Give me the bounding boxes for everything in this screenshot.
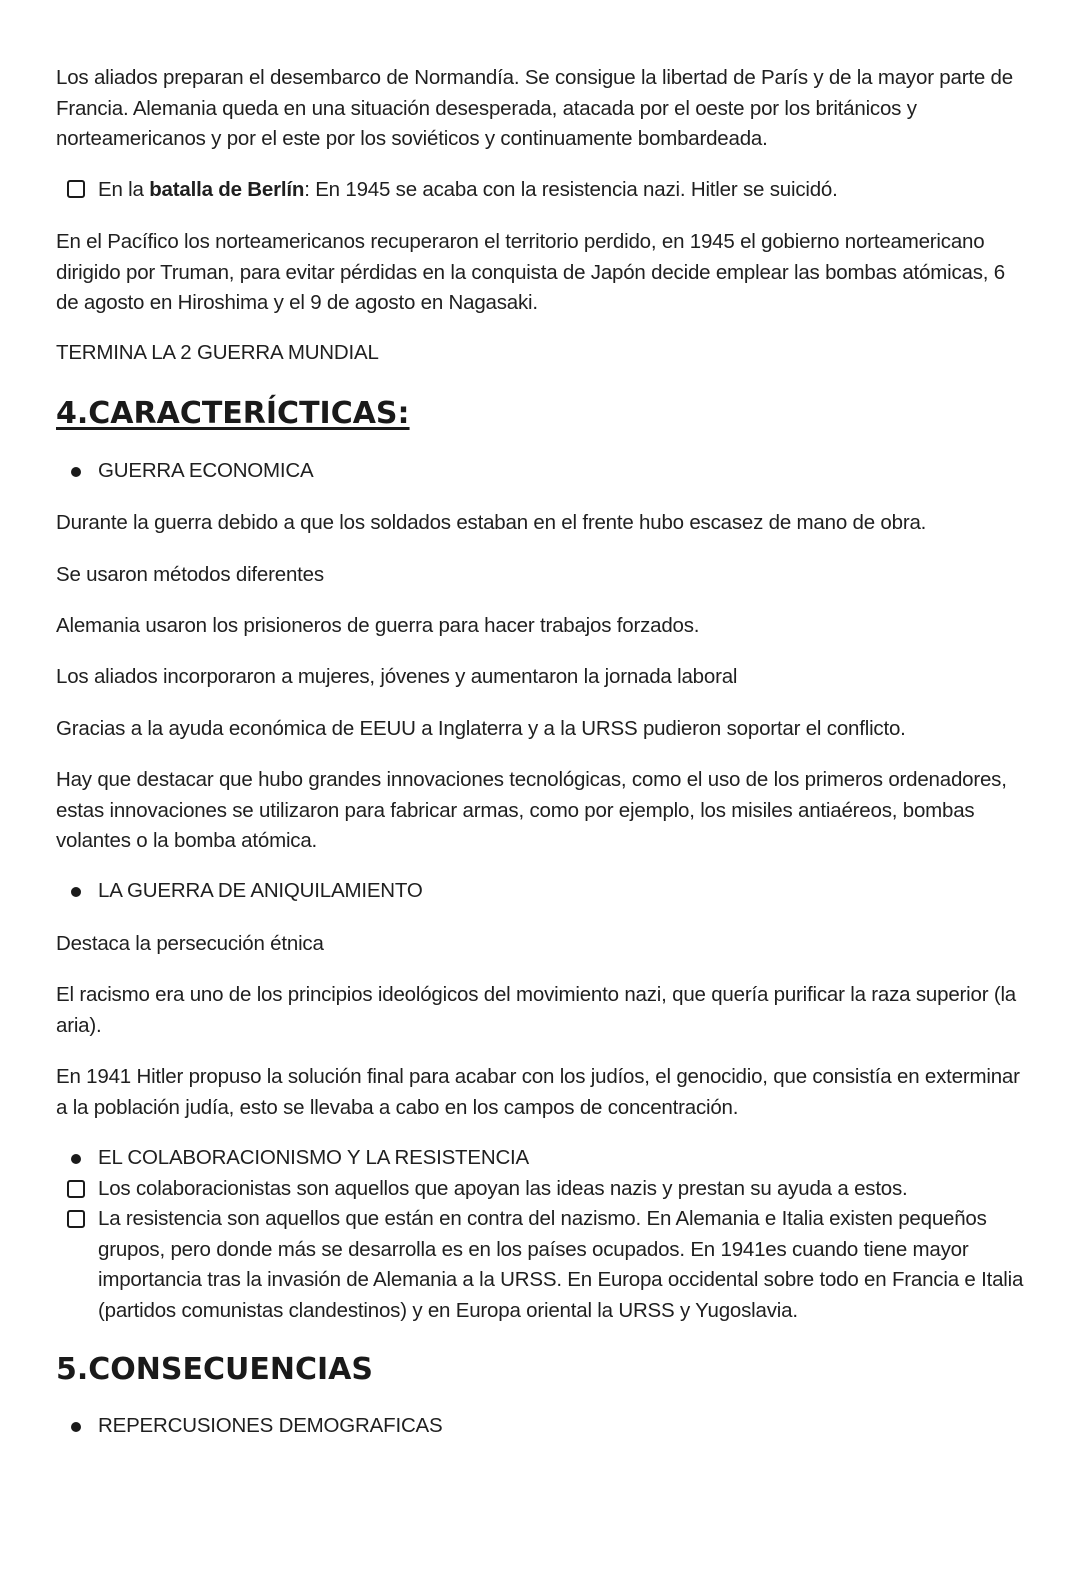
bullet-icon: [71, 1154, 81, 1164]
list-item-colaboracionistas: Los colaboracionistas son aquellos que apoyan las ideas nazis y prestan su ayuda a estos.: [98, 1177, 908, 1200]
paragraph-persecucion: Destaca la persecución étnica: [56, 932, 324, 955]
list-item-guerra-economica: GUERRA ECONOMICA: [98, 459, 314, 482]
paragraph-metodos: Se usaron métodos diferentes: [56, 563, 324, 586]
berlin-bold: batalla de Berlín: [149, 178, 305, 201]
paragraph-alemania: Alemania usaron los prisioneros de guerra para hacer trabajos forzados.: [56, 614, 700, 637]
list-item-resistencia: La resistencia son aquellos que están en contra del nazismo. En Alemania e Italia existen pequeños grupos, pero donde más se desarrolla es en los países ocupados. En 1941es cuando tiene mayor importancia tras la invasión de Alemania a la URSS. En Europa occidental sobre todo en Francia e Italia (partidos comunistas clandestinos) y en Europa oriental la URSS y Yugoslavia.: [98, 1207, 1024, 1322]
checkbox-icon: [67, 180, 85, 198]
paragraph-ayuda: Gracias a la ayuda económica de EEUU a Inglaterra y a la URSS pudieron soportar el conflicto.: [56, 717, 906, 740]
section-5-title: 5.CONSECUENCIAS: [56, 1352, 373, 1387]
paragraph-escasez: Durante la guerra debido a que los soldados estaban en el frente hubo escasez de mano de obra.: [56, 511, 927, 534]
paragraph-normandia: Los aliados preparan el desembarco de Normandía. Se consigue la libertad de París y de la mayor parte de Francia. Alemania queda en una situación desesperada, atacada por el oeste por los británicos y norteamericanos y por el este por los soviéticos y continuamente bombardeada.: [56, 66, 1013, 150]
paragraph-termina: TERMINA LA 2 GUERRA MUNDIAL: [56, 341, 379, 364]
paragraph-aliados: Los aliados incorporaron a mujeres, jóvenes y aumentaron la jornada laboral: [56, 665, 738, 688]
bullet-icon: [71, 1422, 81, 1432]
paragraph-innovaciones: Hay que destacar que hubo grandes innovaciones tecnológicas, como el uso de los primeros ordenadores, estas innovaciones se utilizaron para fabricar armas, como por ejemplo, los misiles antiaéreos, bombas volantes o la bomba atómica.: [56, 768, 1007, 852]
berlin-rest: : En 1945 se acaba con la resistencia nazi. Hitler se suicidó.: [304, 178, 838, 201]
checkbox-icon: [67, 1210, 85, 1228]
section-4-title: 4.CARACTERÍCTICAS:: [56, 396, 410, 431]
bullet-icon: [71, 467, 81, 477]
checkbox-icon: [67, 1180, 85, 1198]
paragraph-racismo: El racismo era uno de los principios ideológicos del movimiento nazi, que quería purificar la raza superior (la aria).: [56, 983, 1017, 1037]
list-item-colaboracionismo: EL COLABORACIONISMO Y LA RESISTENCIA: [98, 1146, 530, 1169]
paragraph-solucion-final: En 1941 Hitler propuso la solución final para acabar con los judíos, el genocidio, que consistía en exterminar a la población judía, esto se llevaba a cabo en los campos de concentración.: [56, 1065, 1020, 1119]
list-item-demograficas: REPERCUSIONES DEMOGRAFICAS: [98, 1414, 443, 1437]
paragraph-pacifico: En el Pacífico los norteamericanos recuperaron el territorio perdido, en 1945 el gobierno norteamericano dirigido por Truman, para evitar pérdidas en la conquista de Japón decide emplear las bombas atómicas, 6 de agosto en Hiroshima y el 9 de agosto en Nagasaki.: [56, 230, 1005, 314]
list-item-aniquilamiento: LA GUERRA DE ANIQUILAMIENTO: [98, 879, 423, 902]
berlin-prefix: En la: [98, 178, 150, 201]
list-item-berlin: [98, 175, 1028, 206]
bullet-icon: [71, 887, 81, 897]
